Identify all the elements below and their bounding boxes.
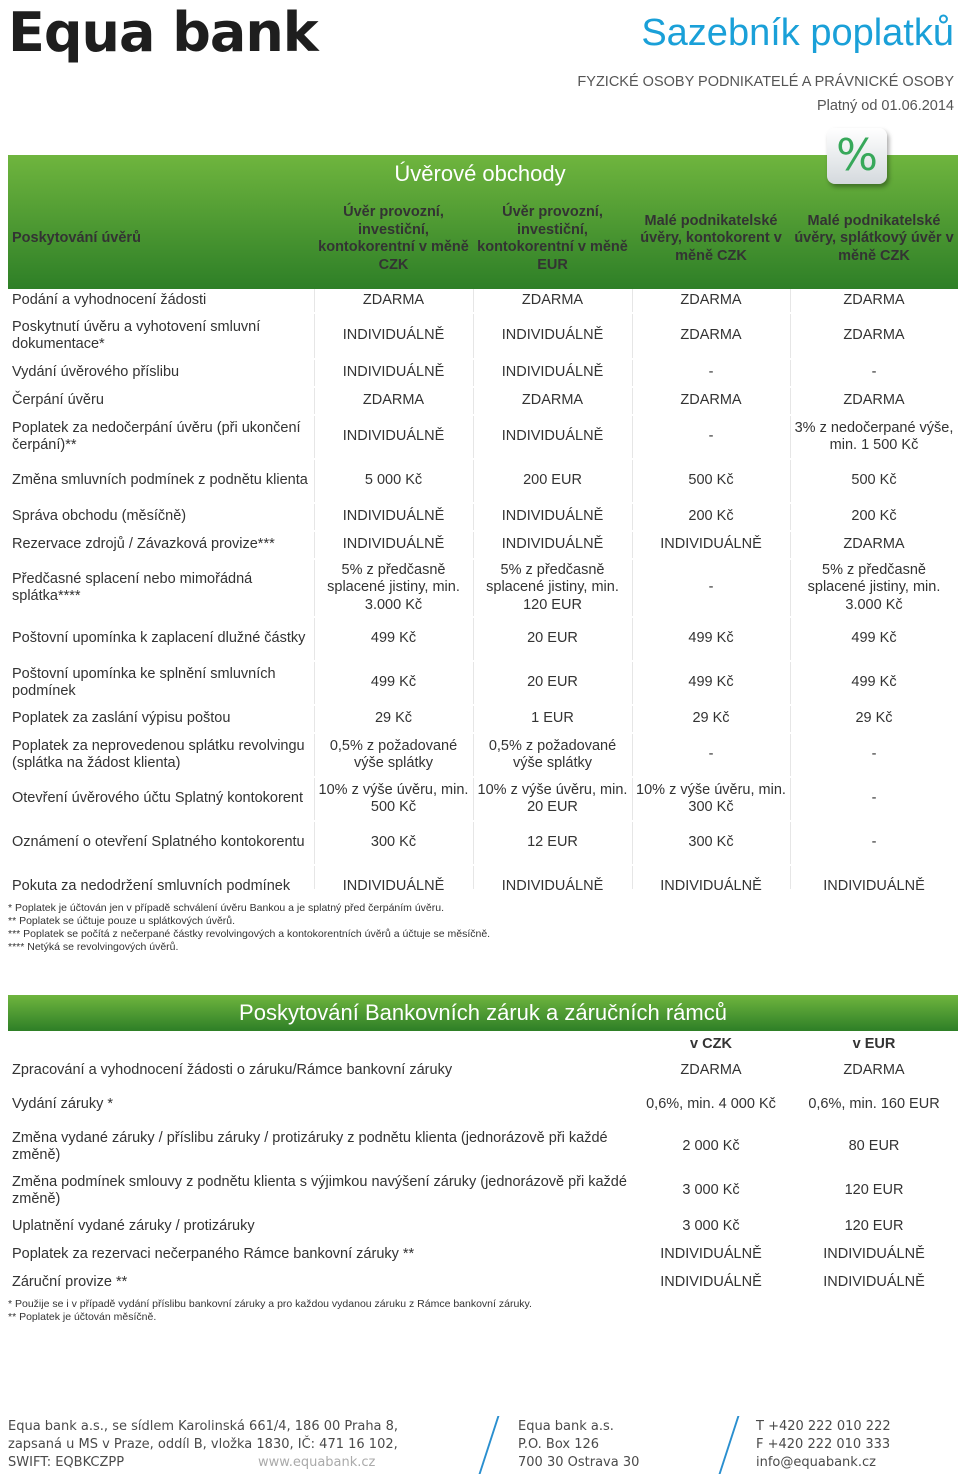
footer-line: T +420 222 010 222 [756,1419,891,1434]
fee-cell: - [632,559,790,617]
fee-cell: INDIVIDUÁLNĚ [314,359,473,387]
fee-cell: 3 000 Kč [632,1169,790,1213]
table-row [8,777,958,821]
row-label: Rezervace zdrojů / Závazková provize*** [8,531,314,559]
fee-cell: 500 Kč [790,459,958,503]
fee-cell: ZDARMA [632,313,790,359]
page-title: Sazebník poplatků [641,12,954,54]
row-label: Uplatnění vydané záruky / protizáruky [8,1213,632,1241]
fee-cell: ZDARMA [473,290,632,313]
row-label: Poštovní upomínka ke splnění smluvních podmínek [8,661,314,705]
fee-cell: 0,6%, min. 160 EUR [790,1085,958,1125]
fee-cell: INDIVIDUÁLNĚ [314,313,473,359]
table-row [8,733,958,777]
fee-cell: ZDARMA [632,1058,790,1085]
fee-cell: 12 EUR [473,821,632,865]
footnote: *** Poplatek se počítá z nečerpané částky revolvingových a kontokorentních úvěrů a účtuje se měsíčně. [8,928,491,940]
footer-contact [756,1418,891,1472]
fee-cell: ZDARMA [632,290,790,313]
fee-cell: 499 Kč [790,661,958,705]
loans-row-header: Poskytování úvěrů [12,230,141,247]
fee-cell: 5 000 Kč [314,459,473,503]
fee-cell: 5% z předčasně splacené jistiny, min. 3.000 Kč [790,559,958,617]
table-row [8,459,958,503]
row-label: Poplatek za neprovedenou splátku revolvingu (splátka na žádost klienta) [8,733,314,777]
table-row [8,1125,958,1169]
table-row [8,821,958,865]
loans-footnotes [8,902,490,954]
row-label: Vydání úvěrového příslibu [8,359,314,387]
footer-line: Equa bank a.s., se sídlem Karolinská 661/4, 186 00 Praha 8, [8,1419,399,1434]
fee-cell: - [632,733,790,777]
loans-header-table [8,189,958,289]
footnote: * Použije se i v případě vydání příslibu bankovní záruky a pro každou vydanou záruku z Rámce bankovní záruky. [8,1298,532,1310]
table-row [8,1213,958,1241]
footer-line[interactable]: info@equabank.cz [756,1455,876,1470]
fee-cell: 300 Kč [314,821,473,865]
row-label: Čerpání úvěru [8,387,314,415]
footnote: * Poplatek je účtován jen v případě schválení úvěru Bankou a je splatný před čerpáním úvěru. [8,902,445,914]
table-row [8,1241,958,1269]
fee-cell: 5% z předčasně splacené jistiny, min. 120 EUR [473,559,632,617]
row-label: Změna podmínek smlouvy z podnětu klienta s výjimkou navýšení záruky (jednorázově při každé změně) [8,1169,632,1213]
table-row [8,359,958,387]
fee-cell: 200 Kč [632,503,790,531]
fee-cell: - [790,359,958,387]
fee-cell: 5% z předčasně splacené jistiny, min. 3.000 Kč [314,559,473,617]
loans-section-title: Úvěrové obchody [394,161,566,186]
fee-cell: INDIVIDUÁLNĚ [473,531,632,559]
fee-cell: 29 Kč [790,705,958,733]
fee-cell: 10% z výše úvěru, min. 500 Kč [314,777,473,821]
fee-cell: 0,5% z požadované výše splátky [314,733,473,777]
fee-cell: 120 EUR [790,1169,958,1213]
column-header: v EUR [852,1036,896,1053]
fee-cell: ZDARMA [314,290,473,313]
table-row [8,1085,958,1125]
column-header: v CZK [690,1036,732,1053]
footer-line: zapsaná u MS v Praze, oddíl B, vložka 1830, IČ: 471 16 102, [8,1437,398,1452]
fee-cell: 0,5% z požadované výše splátky [473,733,632,777]
row-label: Zpracování a vyhodnocení žádosti o záruku/Rámce bankovní záruky [8,1058,632,1085]
fee-cell: 29 Kč [632,705,790,733]
row-label: Poplatek za rezervaci nečerpaného Rámce bankovní záruky ** [8,1241,632,1269]
guarantees-section-title: Poskytování Bankovních záruk a záručních rámců [239,1000,727,1025]
row-label: Oznámení o otevření Splatného kontokorentu [8,821,314,865]
fee-cell: 2 000 Kč [632,1125,790,1169]
footer-line: SWIFT: EQBKCZPP [8,1455,125,1470]
fee-cell: INDIVIDUÁLNĚ [473,359,632,387]
fee-cell: 20 EUR [473,617,632,661]
fee-cell: 3 000 Kč [632,1213,790,1241]
fee-cell: ZDARMA [790,313,958,359]
footer-line: F +420 222 010 333 [756,1437,891,1452]
fee-cell: 499 Kč [632,617,790,661]
table-row [8,617,958,661]
fee-cell: 80 EUR [790,1125,958,1169]
fee-cell: INDIVIDUÁLNĚ [314,865,473,909]
fee-cell: 499 Kč [632,661,790,705]
fee-cell: 29 Kč [314,705,473,733]
table-row [8,1169,958,1213]
table-row [8,415,958,459]
row-label: Otevření úvěrového účtu Splatný kontokorent [8,777,314,821]
row-label: Správa obchodu (měsíčně) [8,503,314,531]
fee-cell: - [632,359,790,387]
fee-cell: - [790,733,958,777]
table-row [8,503,958,531]
fee-cell: 10% z výše úvěru, min. 300 Kč [632,777,790,821]
fee-cell: INDIVIDUÁLNĚ [790,1269,958,1297]
fee-cell: 120 EUR [790,1213,958,1241]
fee-cell: INDIVIDUÁLNĚ [473,313,632,359]
fee-cell: - [790,821,958,865]
table-row [8,531,958,559]
fee-cell: ZDARMA [790,531,958,559]
row-label: Poštovní upomínka k zaplacení dlužné částky [8,617,314,661]
fee-cell: INDIVIDUÁLNĚ [314,503,473,531]
fee-cell: - [790,777,958,821]
table-row [8,313,958,359]
fee-cell: ZDARMA [314,387,473,415]
fee-cell: 300 Kč [632,821,790,865]
guarantees-header-table [8,1035,958,1055]
footnote: ** Poplatek je účtován měsíčně. [8,1311,157,1323]
column-header: Malé podnikatelské úvěry, kontokorent v měně CZK [640,212,782,264]
table-row [8,387,958,415]
table-row [8,661,958,705]
table-row [8,1058,958,1085]
row-label: Poplatek za nedočerpání úvěru (při ukončení čerpání)** [8,415,314,459]
fee-cell: INDIVIDUÁLNĚ [632,865,790,909]
table-row [8,705,958,733]
row-label: Předčasné splacení nebo mimořádná splátka**** [8,559,314,617]
fee-cell: INDIVIDUÁLNĚ [790,1241,958,1269]
fee-cell: ZDARMA [790,387,958,415]
brand-logo: Equa bank [8,1,318,64]
fee-cell: ZDARMA [473,387,632,415]
guarantees-fee-table [8,1058,958,1298]
loans-fee-table [8,290,958,910]
fee-cell: INDIVIDUÁLNĚ [473,865,632,909]
footer-line: 700 30 Ostrava 30 [518,1455,640,1470]
fee-cell: INDIVIDUÁLNĚ [632,531,790,559]
table-row [8,1269,958,1297]
fee-cell: 499 Kč [790,617,958,661]
row-label: Změna smluvních podmínek z podnětu klienta [8,459,314,503]
table-row [8,290,958,313]
row-label: Podání a vyhodnocení žádosti [8,290,314,313]
footnote: ** Poplatek se účtuje pouze u splátkových úvěrů. [8,915,236,927]
percent-icon: % [827,128,887,184]
fee-cell: 20 EUR [473,661,632,705]
page-subtitle: FYZICKÉ OSOBY PODNIKATELÉ A PRÁVNICKÉ OSOBY [577,74,954,90]
fee-cell: ZDARMA [790,1058,958,1085]
fee-cell: INDIVIDUÁLNĚ [314,415,473,459]
fee-cell: 3% z nedočerpané výše, min. 1 500 Kč [790,415,958,459]
fee-cell: INDIVIDUÁLNĚ [473,503,632,531]
fee-cell: INDIVIDUÁLNĚ [632,1269,790,1297]
row-label: Pokuta za nedodržení smluvních podmínek [8,865,314,909]
fee-cell: - [632,415,790,459]
column-header: Úvěr provozní, investiční, kontokorentní v měně CZK [318,204,469,273]
validity-date: Platný od 01.06.2014 [816,98,954,114]
row-label: Poplatek za zaslání výpisu poštou [8,705,314,733]
fee-cell: 10% z výše úvěru, min. 20 EUR [473,777,632,821]
fee-cell: 1 EUR [473,705,632,733]
fee-cell: INDIVIDUÁLNĚ [473,415,632,459]
fee-cell: 200 Kč [790,503,958,531]
footnote: **** Netýká se revolvingových úvěrů. [8,941,179,953]
row-label: Změna vydané záruky / příslibu záruky / protizáruky z podnětu klienta (jednorázově při každé změně) [8,1125,632,1169]
fee-cell: 499 Kč [314,617,473,661]
footer-line: P.O. Box 126 [518,1437,600,1452]
fee-cell: ZDARMA [632,387,790,415]
fee-cell: 0,6%, min. 4 000 Kč [632,1085,790,1125]
table-row [8,559,958,617]
fee-cell: INDIVIDUÁLNĚ [790,865,958,909]
fee-cell: INDIVIDUÁLNĚ [632,1241,790,1269]
footer-postal [518,1418,639,1472]
guarantees-footnotes [8,1298,532,1324]
fee-cell: INDIVIDUÁLNĚ [314,531,473,559]
row-label: Záruční provize ** [8,1269,632,1297]
footer-website[interactable]: www.equabank.cz [258,1455,376,1470]
fee-cell: ZDARMA [790,290,958,313]
footer-line: Equa bank a.s. [518,1419,614,1434]
row-label: Vydání záruky * [8,1085,632,1125]
column-header: Úvěr provozní, investiční, kontokorentní v měně EUR [477,204,628,273]
column-header: Malé podnikatelské úvěry, splátkový úvěr v měně CZK [794,212,954,264]
fee-cell: 200 EUR [473,459,632,503]
fee-cell: 500 Kč [632,459,790,503]
fee-cell: 499 Kč [314,661,473,705]
row-label: Poskytnutí úvěru a vyhotovení smluvní dokumentace* [8,313,314,359]
